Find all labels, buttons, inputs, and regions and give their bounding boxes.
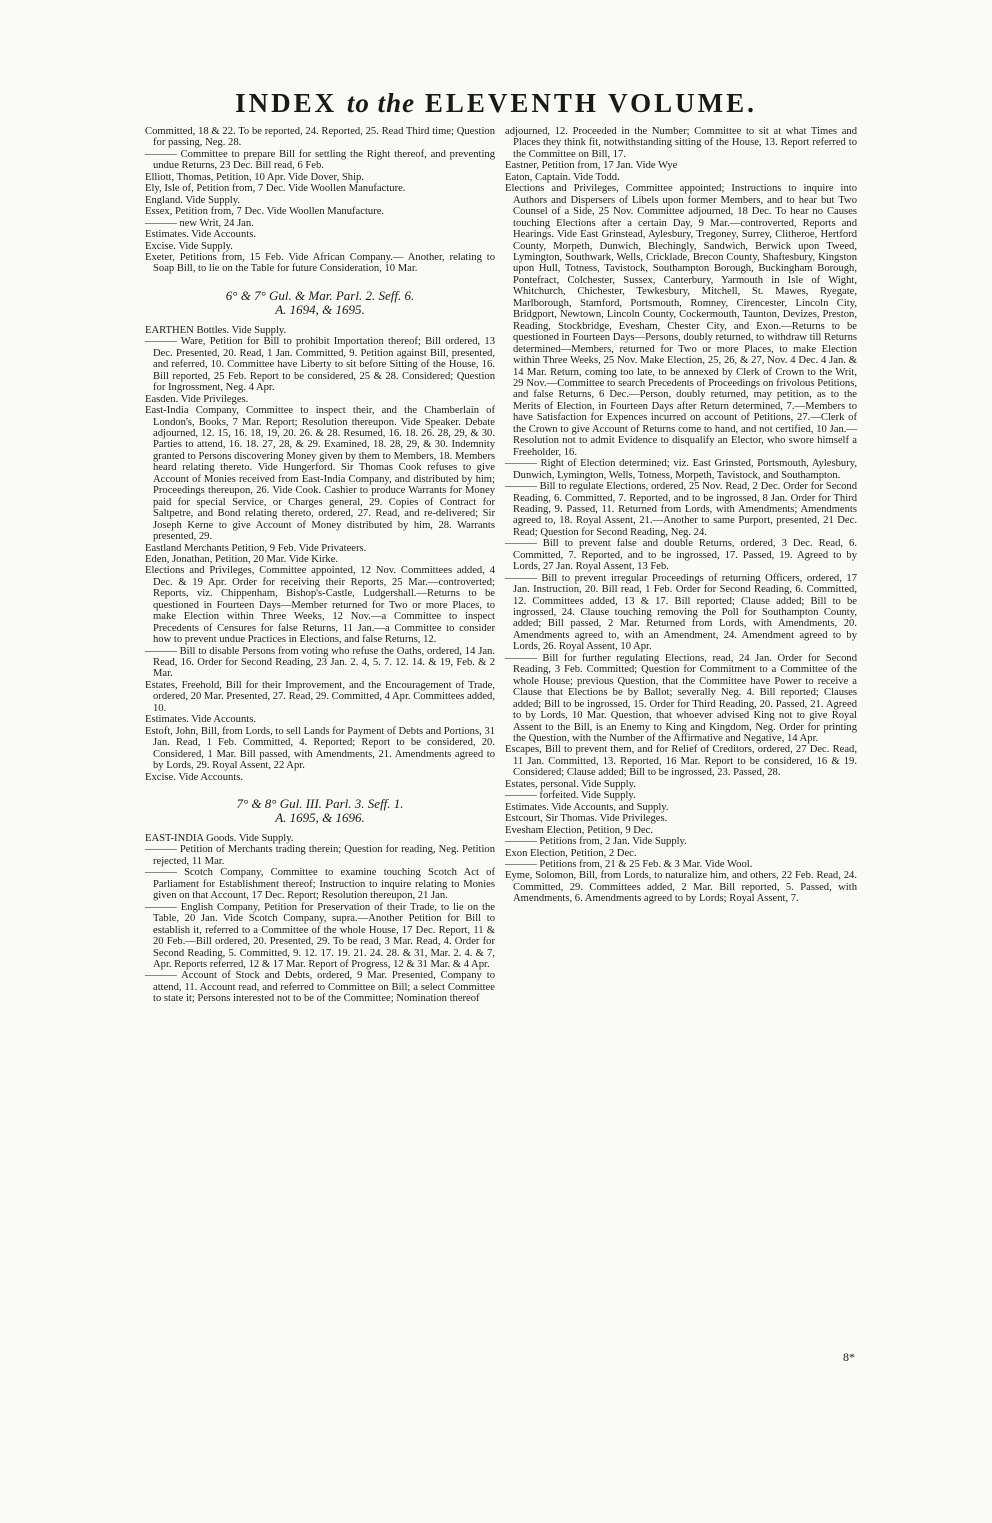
index-entry: ——— Petitions from, 21 & 25 Feb. & 3 Mar. Vide Wool. (505, 859, 753, 870)
index-entry: England. Vide Supply. (145, 194, 240, 206)
session-1-line2: A. 1694, & 1695. (275, 301, 365, 317)
index-entry: EAST-INDIA Goods. Vide Supply. (145, 833, 294, 845)
title-mid: to the (346, 88, 416, 118)
session-heading-1 (145, 289, 495, 317)
index-entry: ——— forfeited. Vide Supply. (505, 790, 636, 802)
session-2-line2: A. 1695, & 1696. (275, 810, 365, 826)
index-entry: Elections and Privileges, Committee appointed, 12 Nov. Committees added, 4 Dec. & 19 Apr. Order for receiving their Reports, 25 Mar.—controverted; Reports, viz. Chippenham, Bishop's-Castle, Ludgershall.—Returns to be questioned in Fourteen Days—Member returned for Two or more Places, to make Election within Three Weeks, 12 Nov.—a Committee to inspect Precedents of Censures for false Returns, 11 Jan.—a Committee to consider how to prevent undue Practices in Elections, and false Returns, 12. (145, 565, 495, 646)
index-entry: ——— Account of Stock and Debts, ordered, 9 Mar. Presented, Company to attend, 11. Account read, and referred to Committee on Bill; a select Committee to state it; Persons interested not to be of the Committee; Nomination thereof (145, 970, 495, 1005)
index-entry: ——— Ware, Petition for Bill to prohibit Importation thereof; Bill ordered, 13 Dec. Presented, 20. Read, 1 Jan. Committed, 9. Petition against Bill, presented, and referred, 10. Committee have Liberty to sit before Sitting of the House, 16. Bill reported, 25 Feb. Report to be considered, 25 & 28. Considered; Question for Ingrossment, Neg. 4 Apr. (145, 336, 495, 394)
index-entry: Essex, Petition from, 7 Dec. Vide Woollen Manufacture. (145, 206, 385, 218)
index-entry: ——— Bill to prevent false and double Returns, ordered, 3 Dec. Read, 6. Committed, 7. Reported, and to be ingrossed, 17. Passed, 19. Agreed to by Lords, 27 Jan. Royal Assent, 13 Feb. (505, 538, 857, 573)
session-2-line1: 7° & 8° Gul. III. Parl. 3. Seff. 1. (236, 796, 404, 812)
index-entry: Excise. Vide Accounts. (145, 771, 244, 783)
index-entry: Estimates. Vide Accounts. (145, 714, 256, 726)
index-entry: ——— Scotch Company, Committee to examine touching Scotch Act of Parliament for Establishment thereof; Instruction to inquire relating to Monies given on that Account, 17 Dec. Report; Resolution thereupon, 21 Jan. (145, 867, 495, 902)
index-entry: Estates, personal. Vide Supply. (505, 778, 636, 790)
index-entry: Easden. Vide Privileges. (145, 393, 249, 405)
signature-mark: 8* (843, 1350, 855, 1364)
left-column (145, 126, 495, 1005)
index-entry: Estimates. Vide Accounts, and Supply. (505, 801, 669, 813)
title-volume: ELEVENTH VOLUME. (424, 88, 757, 118)
index-entry: East-India Company, Committee to inspect their, and the Chamberlain of London's, Books, 7 Mar. Report; Resolution thereupon. Vide Speaker. Debate adjourned, 12. 15, 16. 18, 19, 20. 26. & 28. Resumed, 16. 18. 26. 28, 29, & 30. Parties to attend, 16. 18. 27, 28, & 29. Examined, 18. 28, 29, & 30. Indemnity granted to Persons discovering Money given by them to Members, 18. Members heard relating thereto. Vide Hungerford. Sir Thomas Cook refuses to give Account of Monies received from East-India Company, and distributed by him; Proceedings thereupon, 26. Vide Cook. Cashier to produce Warrants for Money paid for special Service, or Charges general, 29. Copies of Contract for Saltpetre, and Bond relating thereto, ordered, 27. Read, and re-delivered; Sir Joseph Kerne to give Account of Money distributed by him, 28. Warrants presented, 29. (145, 405, 495, 543)
index-entry: Eaton, Captain. Vide Todd. (505, 171, 620, 183)
left-entries-1 (145, 126, 495, 275)
index-entry: Estimates. Vide Accounts. (145, 229, 256, 241)
index-entry: ——— Bill to regulate Elections, ordered, 25 Nov. Read, 2 Dec. Order for Second Reading, 6. Committed, 7. Reported, and to be ingrossed, 8 Jan. Order for Third Reading, 9. Passed, 11. Returned from Lords, with Amendments; Amendments agreed to, 18. Royal Assent, 21.—Another to same Purport, presented, 21 Dec. Read; Question for Second Reading, Neg. 24. (505, 481, 857, 538)
session-1-line1: 6° & 7° Gul. & Mar. Parl. 2. Seff. 6. (225, 287, 415, 303)
index-entry: Exon Election, Petition, 2 Dec. (505, 847, 637, 859)
index-entry: ——— English Company, Petition for Preservation of their Trade, to lie on the Table, 20 Jan. Vide Scotch Company, supra.—Another Petition for Bill to establish it, referred to a Committee of the whole House, 17 Dec. Report, 11 & 20 Feb.—Bill ordered, 20. Presented, 29. To be read, 3 Mar. Read, 4. Order for Second Reading, 5. Committed, 9. 12. 17. 19. 21. 24. 28. & 31, Mar. 2. 4. & 7, Apr. Reports referred, 12 & 17 Mar. Report of Progress, 12 & 31 Mar. & 4 Apr. (145, 901, 495, 970)
index-entry: Eastner, Petition from, 17 Jan. Vide Wye (505, 160, 678, 172)
index-entry: Excise. Vide Supply. (145, 240, 233, 252)
page-title (0, 88, 992, 119)
index-entry: ——— Bill to prevent irregular Proceedings of returning Officers, ordered, 17 Jan. Instruction, 20. Bill read, 1 Feb. Order for Second Reading, 6. Committed, 12. Committees added, 13 & 17. Bill reported; Clause added; Bill to be ingrossed, 24. Clause touching removing the Poll for Southampton County, added; Bill passed, 2 Mar. Returned from Lords, with Amendments, 20. Amendments agreed to, with an Amendment, 24. Amendment agreed to by Lords, 26. Royal Assent, 10 Apr. (505, 572, 857, 653)
left-entries-3 (145, 833, 495, 1005)
index-entry: ——— Right of Election determined; viz. East Grinsted, Portsmouth, Aylesbury, Dunwich, Lymington, Wells, Totness, Morpeth, Tavistock, and Southampton. (505, 458, 857, 481)
index-entry: ——— Bill for further regulating Elections, read, 24 Jan. Order for Second Reading, 3 Feb. Committed; Question for Commitment to a Committee of the whole House; previous Question, that the Committee have Power to receive a Clause that Elections be by Ballot; severally Neg. 4. Bill reported; Clauses added; Bill to be ingrossed, 15. Order for Third Reading, 20. Passed, 21. Agreed to by Lords, 10 Mar. Question, that whoever advised King not to give Royal Assent to the Bill, is an Enemy to King and Kingdom, Neg. Order for printing the Question, with the Number of the Affirmative and Negative, 14 Apr. (505, 652, 857, 745)
index-entry: Evesham Election, Petition, 9 Dec. (505, 824, 653, 836)
index-entry: Committed, 18 & 22. To be reported, 24. Reported, 25. Read Third time; Question for passing, Neg. 28. (145, 126, 495, 149)
index-entry: ——— Petitions from, 2 Jan. Vide Supply. (505, 836, 687, 848)
right-entries (505, 126, 857, 905)
right-column (505, 126, 857, 905)
session-heading-2 (145, 797, 495, 825)
index-entry: Estoft, John, Bill, from Lords, to sell Lands for Payment of Debts and Portions, 31 Jan. Read, 1 Feb. Committed, 4. Reported; Report to be considered, 20. Considered, 1 Mar. Bill passed, with Amendments, 21. Amendments agreed to by Lords, 29. Royal Assent, 22 Apr. (145, 725, 495, 772)
index-entry: ——— Committee to prepare Bill for settling the Right thereof, and preventing undue Returns, 23 Dec. Bill read, 6 Feb. (145, 148, 495, 172)
index-entry: Elliott, Thomas, Petition, 10 Apr. Vide Dover, Ship. (145, 171, 364, 183)
index-entry: ——— new Writ, 24 Jan. (145, 217, 254, 229)
index-entry: Escapes, Bill to prevent them, and for Relief of Creditors, ordered, 27 Dec. Read, 11 Jan. Committed, 13. Reported, 16 Mar. Report to be considered, 16 & 19. Considered; Clause added; Bill to be ingrossed, 23. Passed, 28. (505, 744, 857, 779)
left-entries-2 (145, 325, 495, 783)
index-entry: ——— Bill to disable Persons from voting who refuse the Oaths, ordered, 14 Jan. Read, 16. Order for Second Reading, 23 Jan. 2. 4, 5. 7. 12. 14. & 19, Feb. & 2 Mar. (145, 645, 495, 680)
index-entry: ——— Petition of Merchants trading therein; Question for reading, Neg. Petition rejected, 11 Mar. (145, 844, 495, 867)
index-entry: Elections and Privileges, Committee appointed; Instructions to inquire into Authors and Dispersers of Libels upon former Members, and to hear but Two Counsel of a Side, 25 Nov. Committee adjourned, 18 Dec. To hear no Causes touching Elections after a certain Day, 9 Mar.—controverted, Reports and Hearings. Vide East Grinstead, Aylesbury, Tregoney, Surrey, Clitheroe, Hertford County, Morpeth, Dunwich, Blechingly, Sandwich, Berwick upon Tweed, Lymington, Southwark, Wells, Cricklade, Brecon County, Shaftesbury, Kingston upon Hull, Totness, Tavistock, Southampton Borough, Buckingham Borough, Pontefract, Colchester, Sussex, Canterbury, Yarmouth in Isle of Wight, Whitchurch, Chichester, Tewkesbury, Mitchell, St. Mawes, Ryegate, Marlborough, Stamford, Portsmouth, Romney, Cirencester, Lincoln City, Bridgport, Newtown, Lincoln County, Cockermouth, Taunton, Devizes, Preston, Reading, Stockbridge, Evesham, Chester City, and Exon.—Returns to be questioned in Fourteen Days—Persons, doubly returned, to withdraw till Returns determined—Members, returned for Two or more Places, to make Election within Three Weeks, 25 Nov. Make Election, 25, 26, & 27, Nov. 4 Dec. 4 Jan. & 14 Mar. Return, coming too late, to be annexed by Clerk of Crown to the Writ, 29 Nov.—Committee to search Precedents of Proceedings on frivolous Petitions, and false Returns, 6 Dec.—Person, doubly returned, may petition, as to the Merits of Election, in Fourteen Days after Return determined, 7.—Members to have Satisfaction for Expences incurred on account of Petitions, 27.—Clerk of the Crown to give Account of Returns come to hand, and not certified, 10 Jan.—Resolution not to admit Evidence to disqualify an Elector, who swore himself a Freeholder, 16. (505, 183, 857, 458)
index-entry: Estates, Freehold, Bill for their Improvement, and the Encouragement of Trade, ordered, 20 Mar. Presented, 27. Read, 29. Committed, 4 Apr. Committees added, 10. (145, 679, 495, 714)
index-entry: Eyme, Solomon, Bill, from Lords, to naturalize him, and others, 22 Feb. Read, 24. Committed, 29. Committees added, 2 Mar. Bill reported, 5. Passed, with Amendments, 6. Amendments agreed to by Lords; Royal Assent, 7. (505, 870, 857, 905)
index-entry: Ely, Isle of, Petition from, 7 Dec. Vide Woollen Manufacture. (145, 183, 406, 195)
index-entry: adjourned, 12. Proceeded in the Number; Committee to sit at what Times and Places they think fit, notwithstanding sitting of the House, 13. Report referred to the Committee on Bill, 17. (505, 126, 857, 160)
index-entry: Exeter, Petitions from, 15 Feb. Vide African Company.— Another, relating to Soap Bill, to lie on the Table for future Consideration, 10 Mar. (145, 251, 495, 275)
index-entry: EARTHEN Bottles. Vide Supply. (145, 324, 287, 336)
index-entry: Eastland Merchants Petition, 9 Feb. Vide Privateers. (145, 542, 367, 554)
title-index: INDEX (235, 88, 338, 118)
index-entry: Eden, Jonathan, Petition, 20 Mar. Vide Kirke. (145, 553, 339, 565)
index-entry: Estcourt, Sir Thomas. Vide Privileges. (505, 813, 668, 825)
